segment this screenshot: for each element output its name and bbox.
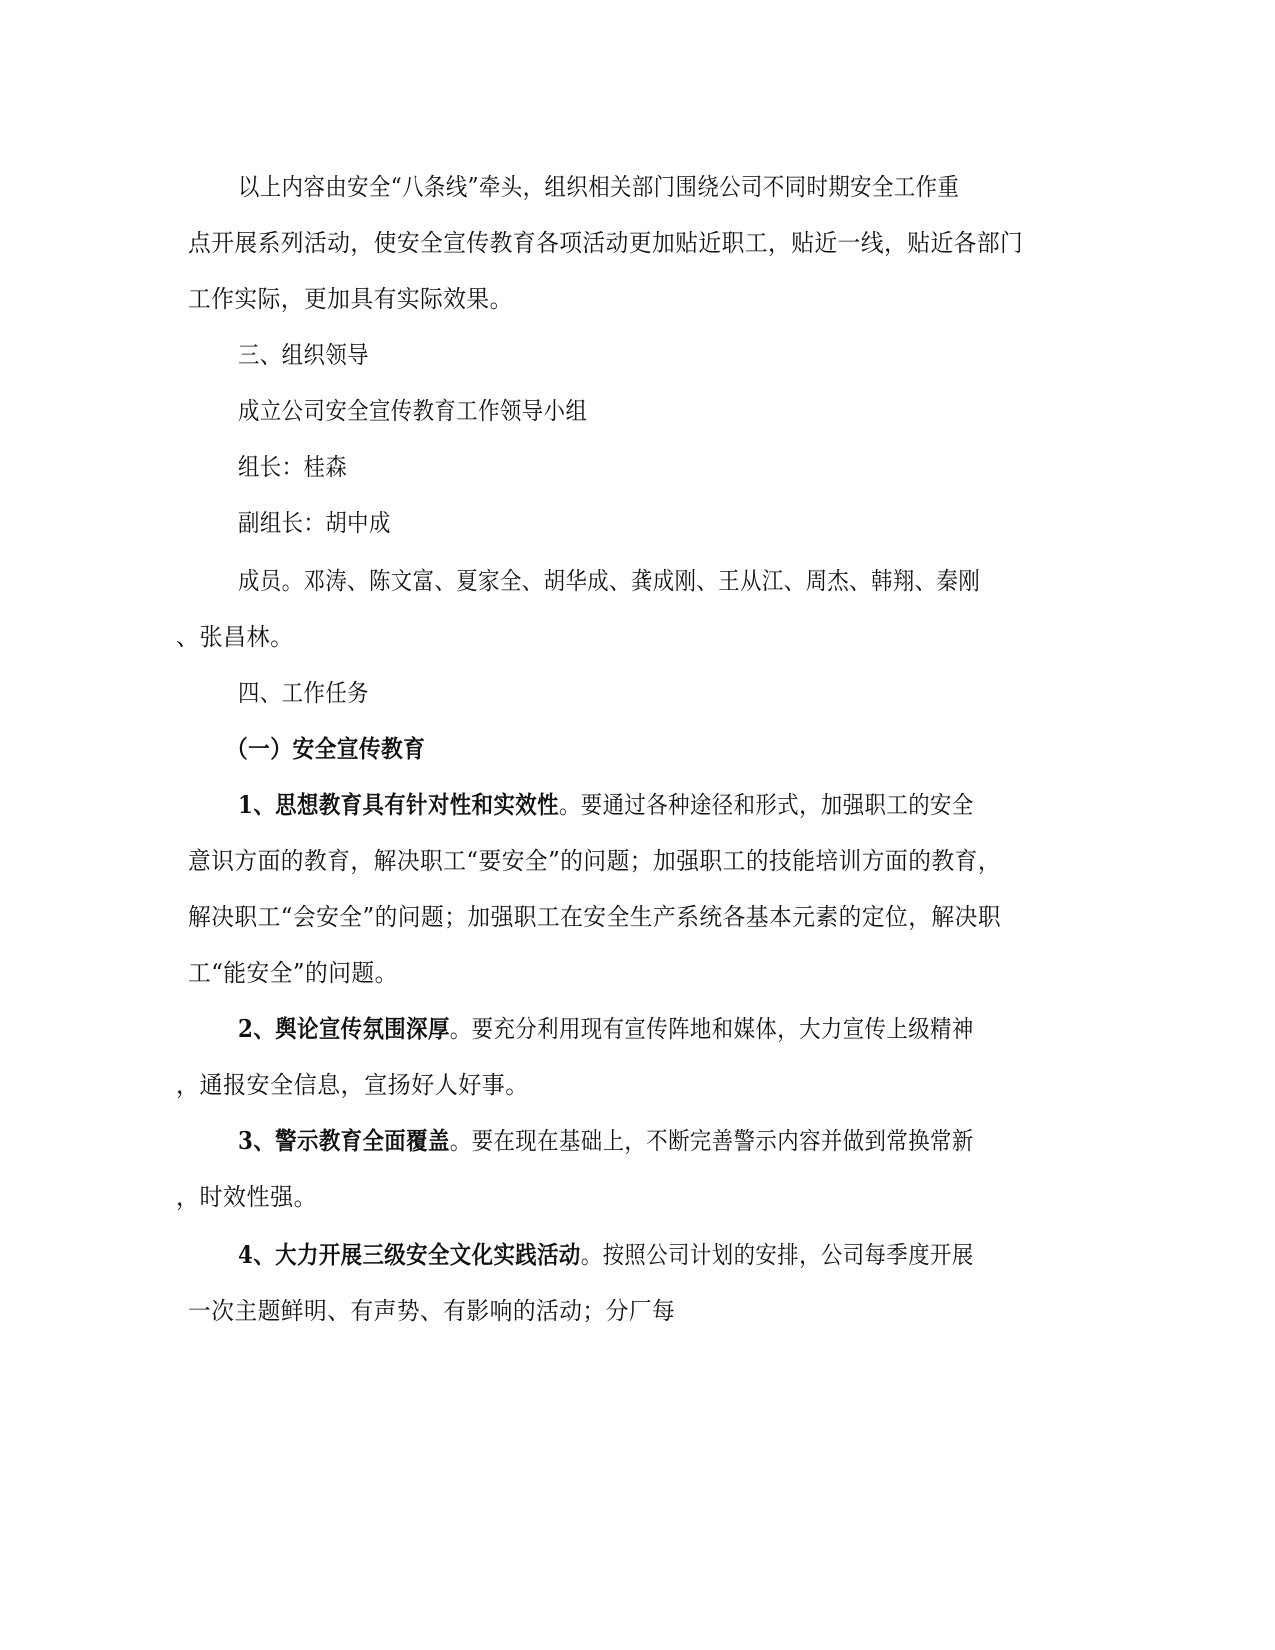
members-line-2: 、张昌林。	[176, 623, 294, 651]
section-heading-organization: 三、组织领导	[238, 341, 369, 369]
group-leader-line: 组长：桂森	[238, 453, 348, 481]
item-1-line-4: 工“能安全”的问题。	[188, 959, 398, 987]
deputy-leader-line: 副组长：胡中成	[238, 509, 391, 537]
item-3-line-2: ，时效性强。	[176, 1183, 318, 1211]
item-4-line-2: 一次主题鲜明、有声势、有影响的活动；分厂每	[188, 1297, 676, 1325]
item-1-line-2: 意识方面的教育，解决职工“要安全”的问题；加强职工的技能培训方面的教育，	[188, 847, 1002, 875]
section-heading-tasks: 四、工作任务	[238, 679, 369, 707]
item-2-title: 2、舆论宣传氛围深厚	[238, 1014, 450, 1043]
item-4-line-1	[238, 1240, 1040, 1270]
paragraph-1-line-3: 工作实际，更加具有实际效果。	[188, 285, 513, 313]
paragraph-1-line-2: 点开展系列活动，使安全宣传教育各项活动更加贴近职工，贴近一线，贴近各部门	[188, 229, 1024, 257]
item-1-line-1-rest: 。要通过各种途径和形式，加强职工的安全	[558, 791, 974, 819]
item-3-line-1-rest: 。要在现在基础上，不断完善警示内容并做到常换常新	[449, 1127, 974, 1155]
item-1-title: 1、思想教育具有针对性和实效性	[238, 790, 559, 819]
item-1-line-1	[238, 790, 1040, 820]
item-4-line-1-rest: 。按照公司计划的安排，公司每季度开展	[580, 1241, 974, 1269]
item-3-title: 3、警示教育全面覆盖	[238, 1126, 450, 1155]
item-1-line-3: 解决职工“会安全”的问题；加强职工在安全生产系统各基本元素的定位，解决职	[188, 903, 1002, 931]
item-2-line-2: ，通报安全信息，宣扬好人好事。	[176, 1071, 529, 1099]
item-4-title: 4、大力开展三级安全文化实践活动	[238, 1240, 581, 1269]
item-2-line-1-rest: 。要充分利用现有宣传阵地和媒体，大力宣传上级精神	[449, 1015, 974, 1043]
paragraph-1-line-1: 以上内容由安全“八条线”牵头，组织相关部门围绕公司不同时期安全工作重	[238, 173, 960, 201]
subsection-heading-safety-education: （一）安全宣传教育	[226, 734, 426, 763]
members-line-1: 成员。邓涛、陈文富、夏家全、胡华成、龚成刚、王从江、周杰、韩翔、秦刚	[238, 567, 981, 595]
item-3-line-1	[238, 1126, 1040, 1156]
leadership-group-line: 成立公司安全宣传教育工作领导小组	[238, 397, 588, 425]
item-2-line-1	[238, 1014, 1040, 1044]
